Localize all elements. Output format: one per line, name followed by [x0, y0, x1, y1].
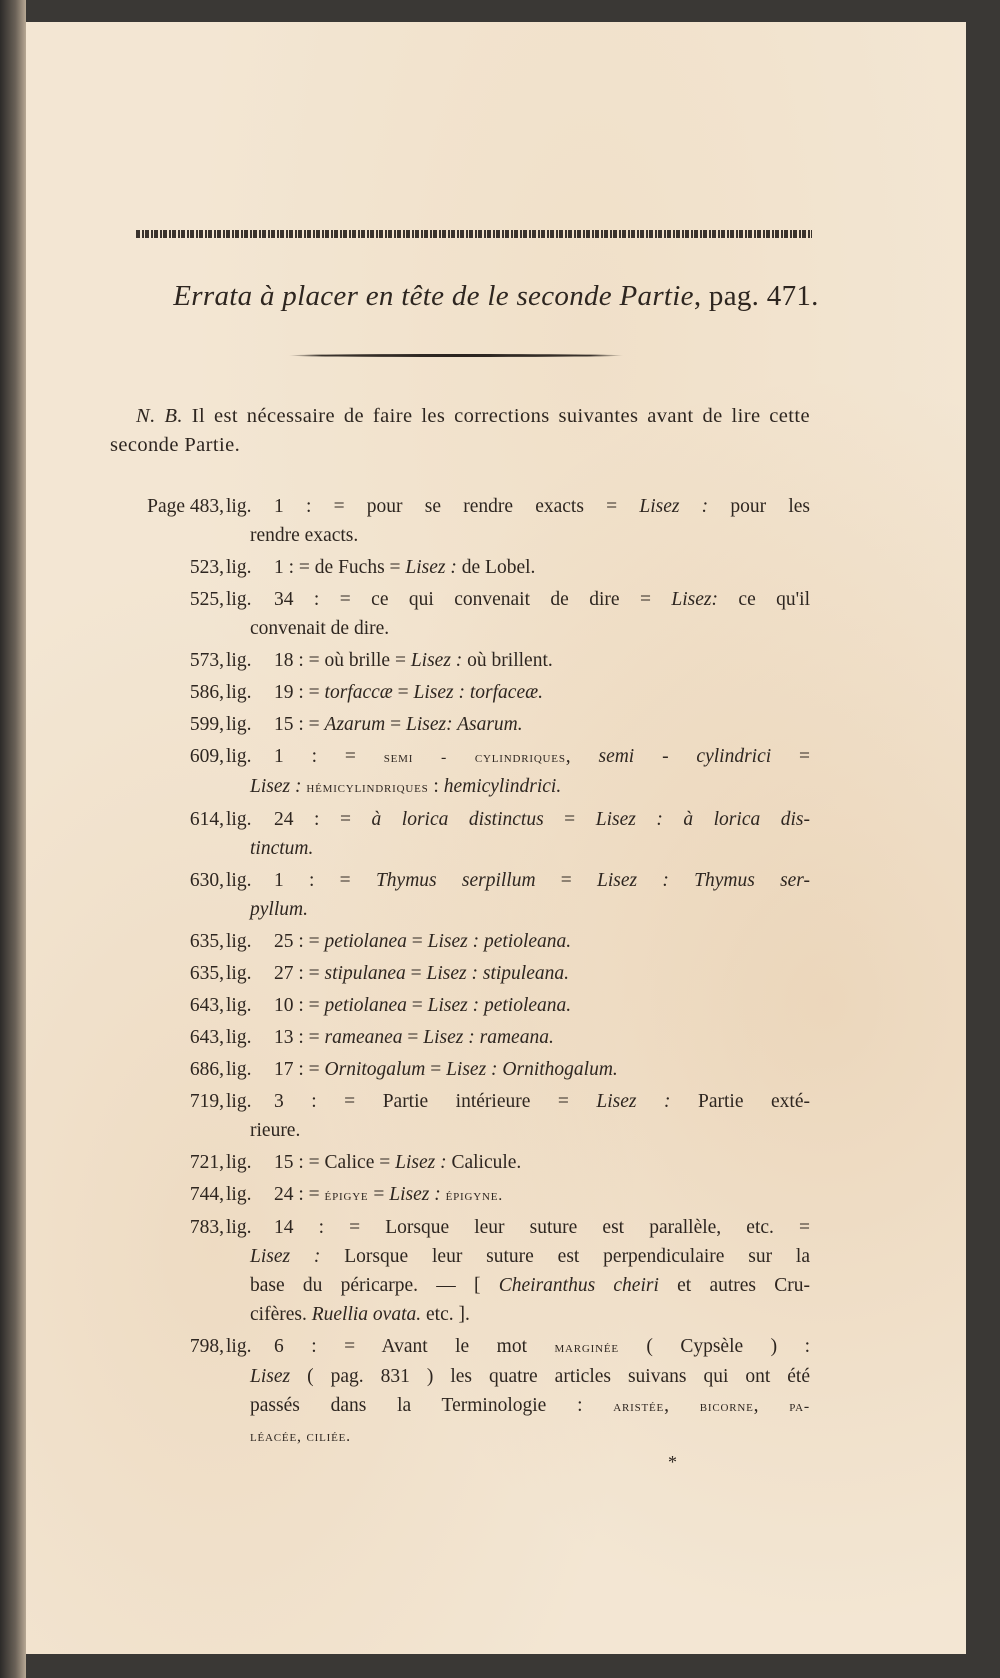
text-segment: petiolanea	[324, 931, 407, 952]
entry-line	[250, 614, 810, 643]
text-segment: Azarum	[324, 714, 386, 735]
text-segment: pyllum.	[250, 899, 308, 920]
errata-title	[26, 280, 966, 313]
page-number: 599,	[189, 714, 224, 735]
text-segment: Lisez :	[250, 776, 302, 797]
text-segment: marginée	[554, 1339, 619, 1356]
errata-entry	[130, 991, 810, 1020]
line-label: lig.	[226, 1027, 252, 1048]
page-number: 744,	[189, 1184, 224, 1205]
text-segment: 1 : = pour se rendre exacts =	[274, 496, 640, 517]
text-segment: de Lobel.	[456, 557, 536, 578]
text-segment: Lisez : à lorica dis-	[595, 809, 811, 830]
line-label: lig.	[226, 1336, 252, 1357]
entry-line	[274, 1055, 810, 1084]
entry-line	[274, 492, 810, 521]
text-segment: léacée, ciliée.	[250, 1428, 351, 1445]
errata-entry	[130, 1087, 810, 1145]
text-segment: pour les	[708, 496, 811, 517]
entry-line	[250, 1271, 810, 1300]
text-segment: semi - cylindrici	[598, 746, 772, 767]
text-segment: =	[385, 714, 406, 735]
text-segment: Lisez : Thymus ser-	[597, 870, 811, 891]
line-label: lig.	[226, 1217, 252, 1238]
line-label: lig.	[226, 931, 252, 952]
text-segment: Lisez : torfaceæ.	[413, 682, 544, 703]
text-segment: torfaccæ	[324, 682, 393, 703]
book-gutter	[0, 0, 26, 1678]
title-page-ref: , pag. 471.	[693, 280, 819, 312]
text-segment: Lisez: Asarum.	[405, 714, 523, 735]
page-number: 614,	[189, 809, 224, 830]
errata-list	[130, 492, 810, 1454]
errata-entry	[130, 710, 810, 739]
text-segment: ( pag. 831 ) les quatre articles suivans qui ont été	[290, 1366, 810, 1387]
text-segment: épigye	[324, 1187, 369, 1204]
nota-bene	[110, 402, 810, 460]
page-number: 686,	[189, 1059, 224, 1080]
errata-entry	[130, 678, 810, 707]
text-segment: ( Cypsèle ) :	[618, 1336, 810, 1357]
errata-entry	[130, 1180, 810, 1210]
text-segment: Ruellia ovata.	[311, 1304, 422, 1325]
text-segment: =	[425, 1059, 447, 1080]
text-segment: 1 : =	[274, 870, 376, 891]
entry-line	[250, 1391, 810, 1421]
line-label: lig.	[226, 714, 252, 735]
text-segment: Lisez :	[410, 650, 463, 671]
text-segment: 19 : =	[274, 682, 325, 703]
text-segment: Partie exté-	[670, 1091, 810, 1112]
text-segment: 24 : =	[274, 809, 372, 830]
page-number: 643,	[189, 995, 224, 1016]
errata-entry	[130, 927, 810, 956]
text-segment: 3 : = Partie intérieure =	[274, 1091, 597, 1112]
text-segment: 27 : =	[274, 963, 325, 984]
errata-entry	[130, 1023, 810, 1052]
line-label: lig.	[226, 1059, 252, 1080]
entry-line	[250, 1116, 810, 1145]
entry-line	[250, 1362, 810, 1391]
text-segment: 1 : =	[274, 746, 384, 767]
text-segment: 18 : = où brille =	[274, 650, 411, 671]
text-segment: bicorne	[699, 1398, 754, 1415]
text-segment: base du péricarpe. — [	[250, 1275, 499, 1296]
entry-line	[274, 959, 810, 988]
page-number: 609,	[189, 746, 224, 767]
text-segment: =	[402, 1027, 424, 1048]
entry-line	[274, 866, 810, 895]
text-segment: Lisez:	[671, 589, 718, 610]
text-segment: Lisez :	[639, 496, 709, 517]
text-segment: =	[543, 809, 596, 830]
errata-entry	[130, 1213, 810, 1329]
entry-line	[274, 678, 810, 707]
text-segment: pa-	[789, 1398, 811, 1415]
line-label: lig.	[226, 1152, 252, 1173]
page-number: 783,	[189, 1217, 224, 1238]
text-segment: 13 : =	[274, 1027, 325, 1048]
text-segment: Lisez :	[596, 1091, 671, 1112]
text-segment: 17 : =	[274, 1059, 325, 1080]
text-segment: rendre exacts.	[250, 525, 359, 546]
line-label: lig.	[226, 1184, 252, 1205]
text-segment: 15 : =	[274, 714, 325, 735]
line-label: lig.	[226, 995, 252, 1016]
text-segment: cifères.	[250, 1304, 312, 1325]
text-segment: semi - cylindriques	[383, 749, 566, 766]
text-segment: 24 : =	[274, 1184, 325, 1205]
page-number: 525,	[189, 589, 224, 610]
text-segment: Lisez :	[395, 1152, 447, 1173]
text-segment: hemicylindrici.	[443, 776, 562, 797]
page-number: 643,	[189, 1027, 224, 1048]
text-segment: =	[535, 870, 598, 891]
text-segment: Lisez	[250, 1366, 291, 1387]
nb-label: N. B.	[136, 405, 183, 427]
text-segment: Lisez : Ornithogalum.	[446, 1059, 618, 1080]
page-number: 721,	[189, 1152, 224, 1173]
line-label: lig.	[226, 1091, 252, 1112]
entry-line	[274, 742, 810, 772]
entry-line	[250, 521, 810, 550]
line-label: lig.	[226, 809, 252, 830]
errata-entry	[130, 805, 810, 863]
errata-entry	[130, 1332, 810, 1451]
text-segment: 6 : = Avant le mot	[274, 1336, 555, 1357]
text-segment: ce qu'il	[718, 589, 810, 610]
text-segment: rameanea	[324, 1027, 403, 1048]
entry-line	[274, 646, 810, 675]
ornamental-rule	[136, 230, 812, 238]
text-segment: Thymus serpillum	[375, 870, 536, 891]
text-segment: passés dans la Terminologie :	[250, 1395, 614, 1416]
errata-entry	[130, 866, 810, 924]
text-segment: 10 : =	[274, 995, 325, 1016]
signature-mark: *	[668, 1452, 677, 1472]
page-number: 573,	[189, 650, 224, 671]
entry-line	[250, 1300, 810, 1329]
page-number: 630,	[189, 870, 224, 891]
text-segment: convenait de dire.	[250, 618, 390, 639]
errata-entry	[130, 646, 810, 675]
text-segment: =	[392, 682, 414, 703]
text-segment: stipulanea	[324, 963, 406, 984]
page-number: 635,	[189, 963, 224, 984]
text-segment: Ornitogalum	[324, 1059, 426, 1080]
text-segment: :	[428, 776, 444, 797]
text-segment: ,	[565, 746, 599, 767]
line-label: lig.	[226, 589, 252, 610]
entry-line	[250, 1421, 810, 1451]
text-segment: Lisez : stipuleana.	[426, 963, 570, 984]
text-segment: aristée	[613, 1398, 665, 1415]
page-number: 523,	[189, 557, 224, 578]
errata-entry	[130, 585, 810, 643]
entry-line	[274, 1087, 810, 1116]
text-segment: Lisez :	[250, 1246, 321, 1267]
text-segment: épigyne.	[445, 1187, 504, 1204]
text-segment: etc. ].	[421, 1304, 470, 1325]
text-segment: 25 : =	[274, 931, 325, 952]
text-segment: Lisez : petioleana.	[427, 931, 572, 952]
text-segment: à lorica distinctus	[371, 809, 544, 830]
page-number: 586,	[189, 682, 224, 703]
text-segment: Lisez :	[405, 557, 457, 578]
line-label: lig.	[226, 557, 252, 578]
errata-entry	[130, 959, 810, 988]
text-segment: =	[771, 746, 811, 767]
text-segment: =	[406, 995, 428, 1016]
text-segment: rieure.	[250, 1120, 301, 1141]
entry-line	[274, 805, 810, 834]
page-number: 719,	[189, 1091, 224, 1112]
entry-line	[274, 927, 810, 956]
entry-line	[274, 1148, 810, 1177]
nb-text: Il est nécessaire de faire les corrections suivantes avant de lire cette seconde Partie.	[110, 405, 810, 456]
text-segment: =	[368, 1184, 390, 1205]
text-segment: Cheiranthus cheiri	[498, 1275, 659, 1296]
text-segment: tinctum.	[250, 838, 314, 859]
text-segment: Lisez : petioleana.	[427, 995, 572, 1016]
text-segment: Lisez : rameana.	[423, 1027, 554, 1048]
text-segment: et autres Cru-	[658, 1275, 810, 1296]
errata-entry	[130, 553, 810, 582]
text-segment: où brillent.	[462, 650, 553, 671]
entry-line	[274, 553, 810, 582]
text-segment: =	[405, 963, 427, 984]
entry-line	[274, 1332, 810, 1362]
entry-line	[250, 1242, 810, 1271]
text-segment: ,	[664, 1395, 700, 1416]
entry-line	[250, 834, 810, 863]
page-number: 798,	[189, 1336, 224, 1357]
line-label: lig.	[226, 963, 252, 984]
line-label: lig.	[226, 650, 252, 671]
text-segment: Lisez :	[389, 1184, 441, 1205]
text-segment: 1 : = de Fuchs =	[274, 557, 406, 578]
entry-line	[250, 772, 810, 802]
page-number: 635,	[189, 931, 224, 952]
entry-line	[274, 991, 810, 1020]
book-page	[26, 22, 966, 1654]
errata-entry	[130, 492, 810, 550]
entry-line	[274, 1023, 810, 1052]
title-rule	[288, 354, 624, 357]
text-segment: Lorsque leur suture est perpendiculaire sur la	[320, 1246, 811, 1267]
entry-line	[274, 1213, 810, 1242]
title-italic: Errata à placer en tête de le seconde Partie	[173, 280, 694, 312]
page-number: Page 483,	[147, 496, 224, 517]
text-segment: Calicule.	[446, 1152, 522, 1173]
text-segment: hémicylindriques	[306, 779, 429, 796]
line-label: lig.	[226, 496, 252, 517]
text-segment: 34 : = ce qui convenait de dire =	[274, 589, 672, 610]
line-label: lig.	[226, 682, 252, 703]
text-segment: petiolanea	[324, 995, 407, 1016]
entry-line	[274, 1180, 810, 1210]
text-segment: 14 : = Lorsque leur suture est parallèle, etc. =	[274, 1217, 810, 1238]
line-label: lig.	[226, 870, 252, 891]
errata-entry	[130, 1148, 810, 1177]
entry-line	[250, 895, 810, 924]
text-segment: =	[406, 931, 428, 952]
entry-line	[274, 710, 810, 739]
text-segment: 15 : = Calice =	[274, 1152, 396, 1173]
errata-entry	[130, 1055, 810, 1084]
line-label: lig.	[226, 746, 252, 767]
text-segment: ,	[753, 1395, 790, 1416]
entry-line	[274, 585, 810, 614]
errata-entry	[130, 742, 810, 802]
